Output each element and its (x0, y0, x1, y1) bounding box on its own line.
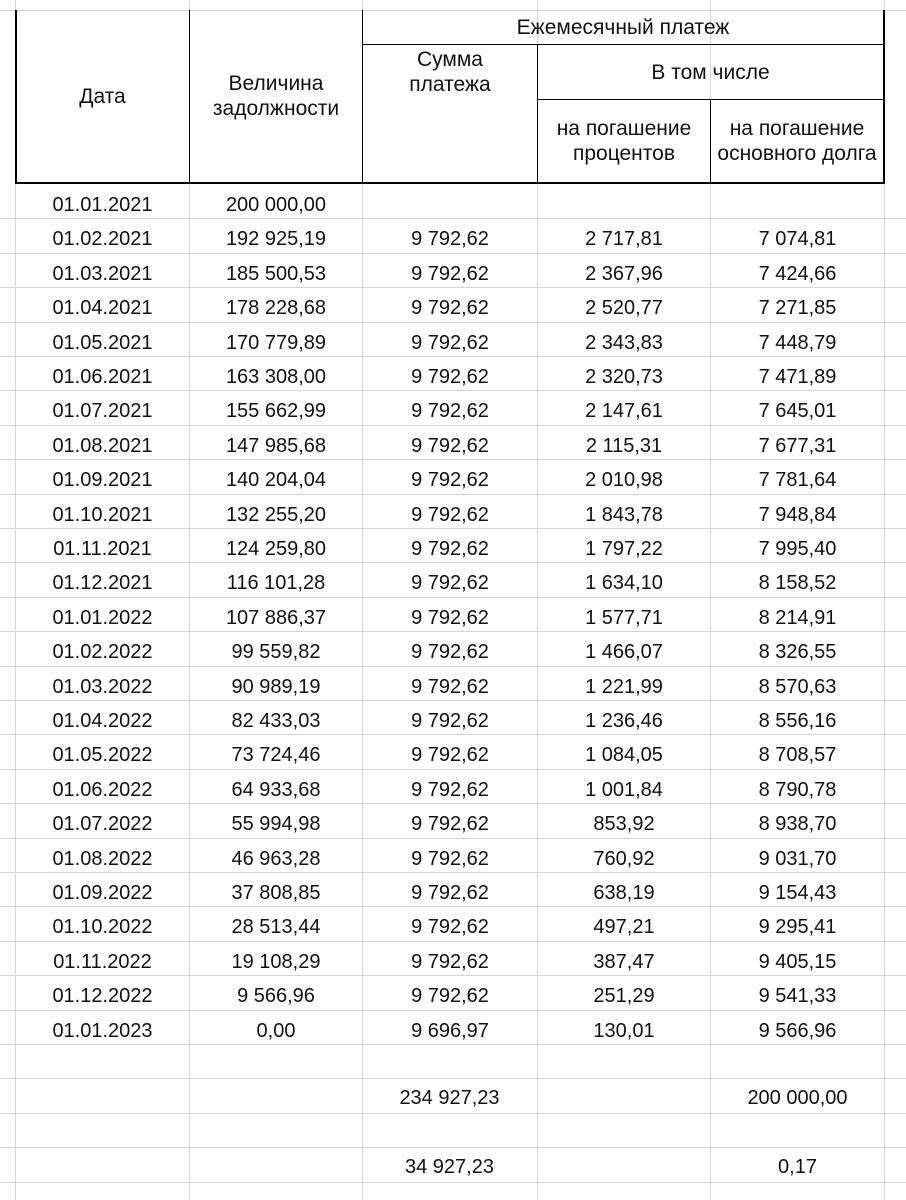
cell-interest: 2 010,98 (585, 469, 663, 491)
cell-payment: 9 792,62 (411, 813, 489, 835)
cell-principal: 8 158,52 (758, 572, 837, 594)
cell-principal: 7 448,79 (758, 332, 837, 354)
cell-payment: 9 792,62 (411, 710, 489, 732)
cell-debt: 116 101,28 (226, 572, 326, 594)
cell-date: 01.02.2021 (52, 228, 153, 250)
cell-interest: 1 843,78 (585, 504, 663, 526)
cell-debt: 163 308,00 (225, 366, 327, 388)
cell-date: 01.09.2022 (52, 882, 153, 904)
cell-debt: 90 989,19 (231, 676, 321, 698)
cell-principal: 8 214,91 (758, 607, 837, 629)
cell-interest: 2 343,83 (585, 332, 663, 354)
cell-debt: 140 204,04 (225, 469, 327, 491)
cell-principal: 7 781,64 (758, 469, 837, 491)
cell-interest: 2 367,96 (585, 263, 663, 285)
cell-debt: 99 559,82 (231, 641, 321, 663)
header-including: В том числе (651, 60, 770, 84)
cell-interest: 2 717,81 (585, 228, 663, 250)
cell-date: 01.04.2022 (52, 710, 153, 732)
cell-date: 01.10.2022 (52, 916, 153, 938)
cell-date: 01.01.2022 (52, 607, 153, 629)
cell-principal: 8 326,55 (758, 641, 837, 663)
cell-interest: 130,01 (593, 1020, 655, 1042)
cell-payment: 9 792,62 (411, 263, 489, 285)
cell-interest: 1 001,84 (585, 779, 663, 801)
cell-date: 01.03.2021 (52, 263, 153, 285)
cell-payment: 9 792,62 (411, 985, 489, 1007)
cell-date: 01.12.2022 (52, 985, 153, 1007)
cell-interest: 1 236,46 (585, 710, 663, 732)
cell-principal: 7 948,84 (758, 504, 837, 526)
cell-interest: 760,92 (593, 848, 655, 870)
cell-interest: 2 147,61 (585, 400, 663, 422)
grid-line (0, 1147, 906, 1148)
cell-debt: 28 513,44 (231, 916, 321, 938)
cell-debt: 82 433,03 (231, 710, 321, 732)
cell-interest: 1 577,71 (585, 607, 663, 629)
cell-principal: 7 471,89 (758, 366, 837, 388)
cell-date: 01.06.2022 (52, 779, 153, 801)
cell-interest: 1 797,22 (585, 538, 663, 560)
header-debt: Величина задолжности (212, 72, 340, 120)
cell-date: 01.05.2022 (52, 744, 153, 766)
cell-payment: 9 792,62 (411, 607, 489, 629)
cell-payment: 9 792,62 (411, 366, 489, 388)
cell-payment: 9 792,62 (411, 435, 489, 457)
cell-principal: 9 405,15 (758, 951, 837, 973)
cell-debt: 9 566,96 (237, 985, 315, 1007)
cell-principal: 8 570,63 (758, 676, 837, 698)
cell-interest: 1 466,07 (585, 641, 663, 663)
cell-interest: 853,92 (593, 813, 655, 835)
cell-debt: 0,00 (256, 1020, 296, 1042)
header-interest: на погашение процентов (556, 117, 692, 165)
cell-date: 01.04.2021 (52, 297, 153, 319)
cell-date: 01.11.2022 (53, 951, 152, 973)
cell-payment: 9 792,62 (411, 504, 489, 526)
cell-interest (538, 188, 710, 222)
cell-debt: 178 228,68 (225, 297, 327, 319)
cell-debt: 73 724,46 (231, 744, 321, 766)
cell-principal: 7 424,66 (758, 263, 837, 285)
cell-payment: 9 792,62 (411, 916, 489, 938)
cell-debt: 155 662,99 (225, 400, 327, 422)
header-border (189, 10, 190, 184)
cell-principal: 7 074,81 (758, 228, 837, 250)
cell-debt: 124 259,80 (225, 538, 327, 560)
cell-principal: 9 031,70 (758, 848, 837, 870)
cell-payment: 9 696,97 (411, 1020, 489, 1042)
cell-date: 01.07.2021 (52, 400, 153, 422)
cell-payment: 9 792,62 (411, 572, 489, 594)
cell-interest: 2 520,77 (585, 297, 663, 319)
cell-date: 01.05.2021 (52, 332, 153, 354)
total-principal: 200 000,00 (747, 1087, 848, 1109)
cell-date: 01.08.2022 (52, 848, 153, 870)
cell-date: 01.11.2021 (53, 538, 152, 560)
cell-principal: 9 295,41 (758, 916, 837, 938)
cell-principal (711, 188, 884, 222)
header-principal: на погашение основного долга (717, 117, 877, 165)
cell-interest: 251,29 (593, 985, 655, 1007)
header-payment-sum: Сумма платежа (409, 48, 491, 96)
header-border (710, 100, 711, 184)
cell-interest: 638,19 (593, 882, 655, 904)
cell-interest: 2 115,31 (585, 435, 663, 457)
cell-payment (363, 188, 537, 222)
cell-payment: 9 792,62 (411, 469, 489, 491)
cell-principal: 7 645,01 (758, 400, 837, 422)
cell-payment: 9 792,62 (411, 676, 489, 698)
cell-debt: 192 925,19 (225, 228, 327, 250)
cell-debt: 46 963,28 (231, 848, 321, 870)
cell-principal: 8 938,70 (758, 813, 837, 835)
cell-debt: 132 255,20 (225, 504, 327, 526)
cell-date: 01.01.2021 (52, 194, 153, 216)
cell-payment: 9 792,62 (411, 882, 489, 904)
cell-date: 01.08.2021 (52, 435, 153, 457)
header-date: Дата (79, 84, 126, 108)
cell-date: 01.12.2021 (52, 572, 153, 594)
cell-debt: 107 886,37 (225, 607, 327, 629)
cell-principal: 7 271,85 (758, 297, 837, 319)
difference-value: 0,17 (778, 1156, 817, 1178)
cell-interest: 2 320,73 (585, 366, 663, 388)
cell-principal: 7 995,40 (758, 538, 837, 560)
cell-payment: 9 792,62 (411, 641, 489, 663)
cell-interest: 497,21 (593, 916, 655, 938)
cell-principal: 9 566,96 (758, 1020, 837, 1042)
cell-payment: 9 792,62 (411, 779, 489, 801)
cell-payment: 9 792,62 (411, 297, 489, 319)
cell-debt: 19 108,29 (231, 951, 321, 973)
cell-interest: 1 084,05 (585, 744, 663, 766)
cell-principal: 9 541,33 (758, 985, 837, 1007)
cell-interest: 1 221,99 (585, 676, 663, 698)
cell-principal: 7 677,31 (758, 435, 837, 457)
grid-line (0, 1078, 906, 1079)
cell-date: 01.01.2023 (52, 1020, 153, 1042)
cell-date: 01.10.2021 (52, 504, 153, 526)
total-payments: 234 927,23 (399, 1087, 500, 1109)
cell-interest: 1 634,10 (585, 572, 663, 594)
cell-principal: 8 708,57 (758, 744, 837, 766)
header-border (883, 10, 885, 184)
cell-debt: 200 000,00 (225, 194, 327, 216)
cell-date: 01.03.2022 (52, 676, 153, 698)
header-border (15, 182, 885, 184)
cell-debt: 185 500,53 (225, 263, 327, 285)
cell-debt: 147 985,68 (225, 435, 327, 457)
cell-payment: 9 792,62 (411, 228, 489, 250)
cell-debt: 37 808,85 (231, 882, 321, 904)
cell-payment: 9 792,62 (411, 400, 489, 422)
header-monthly-payment: Ежемесячный платеж (516, 15, 730, 39)
total-interest: 34 927,23 (405, 1156, 494, 1178)
cell-principal: 8 790,78 (758, 779, 837, 801)
cell-payment: 9 792,62 (411, 332, 489, 354)
cell-principal: 9 154,43 (758, 882, 837, 904)
cell-payment: 9 792,62 (411, 848, 489, 870)
cell-date: 01.06.2021 (52, 366, 153, 388)
cell-date: 01.07.2022 (52, 813, 153, 835)
cell-debt: 55 994,98 (231, 813, 321, 835)
cell-date: 01.09.2021 (52, 469, 153, 491)
cell-payment: 9 792,62 (411, 951, 489, 973)
cell-payment: 9 792,62 (411, 744, 489, 766)
cell-interest: 387,47 (593, 951, 655, 973)
cell-principal: 8 556,16 (758, 710, 837, 732)
cell-debt: 170 779,89 (225, 332, 327, 354)
cell-payment: 9 792,62 (411, 538, 489, 560)
cell-date: 01.02.2022 (52, 641, 153, 663)
cell-debt: 64 933,68 (231, 779, 321, 801)
